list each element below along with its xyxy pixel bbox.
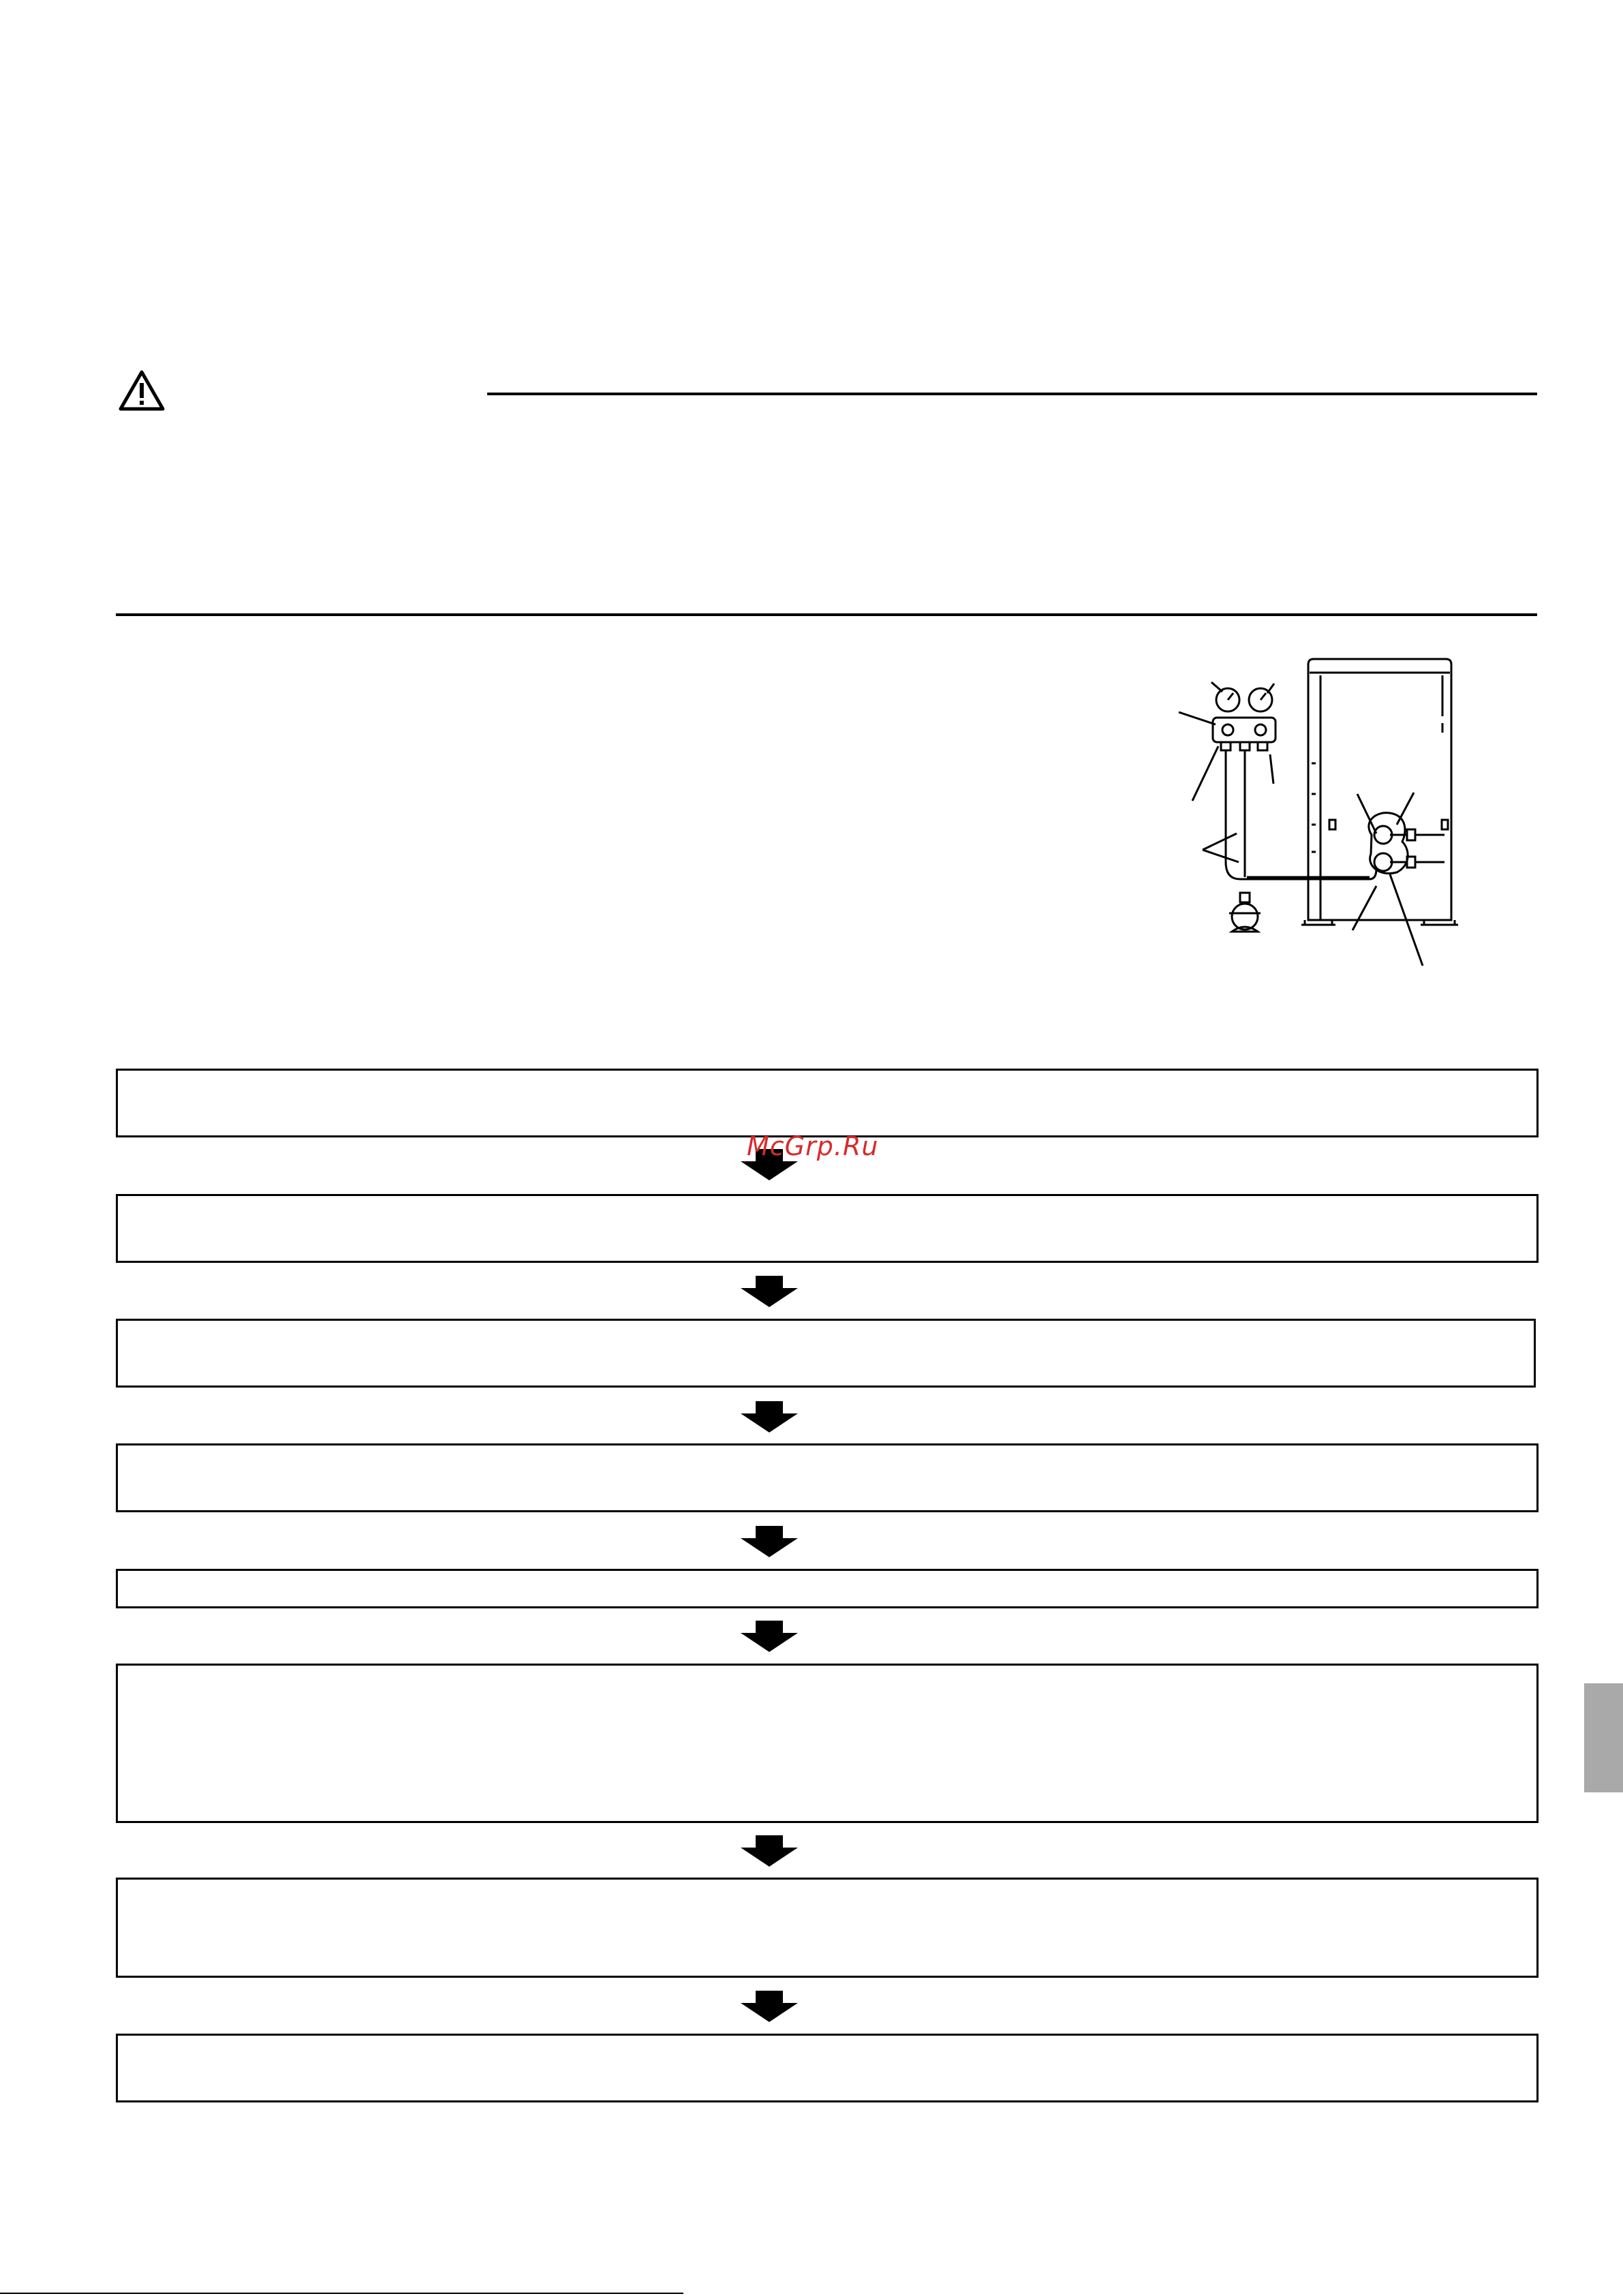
gauge-manifold [1213,688,1276,750]
down-arrow-icon [741,1526,798,1557]
down-arrow-icon [741,1621,798,1652]
flow-step-6 [116,1664,1539,1823]
vacuum-pump [1229,893,1261,932]
vacuum-pump-connection-diagram [1172,658,1472,971]
watermark-text: McGrp.Ru [747,1131,879,1161]
section-divider [116,613,1537,616]
leader-lines [1179,682,1423,966]
flow-step-1 [116,1069,1539,1137]
down-arrow-icon [741,1401,798,1433]
down-arrow-icon [741,1276,798,1307]
flow-step-7 [116,1878,1539,1978]
flow-step-5 [116,1569,1539,1608]
down-arrow-icon [741,1991,798,2022]
footer-rule [0,2293,683,2294]
flow-step-3 [116,1319,1536,1388]
warning-triangle-icon [118,369,166,412]
caution-header-rule [487,393,1537,395]
flow-step-2 [116,1194,1539,1263]
charge-hoses [1226,750,1376,879]
flow-step-4 [116,1443,1539,1512]
flow-step-8 [116,2034,1539,2102]
service-valves [1369,813,1444,874]
outdoor-unit [1301,659,1458,925]
section-thumb-tab [1584,1683,1623,1792]
down-arrow-icon [741,1835,798,1867]
